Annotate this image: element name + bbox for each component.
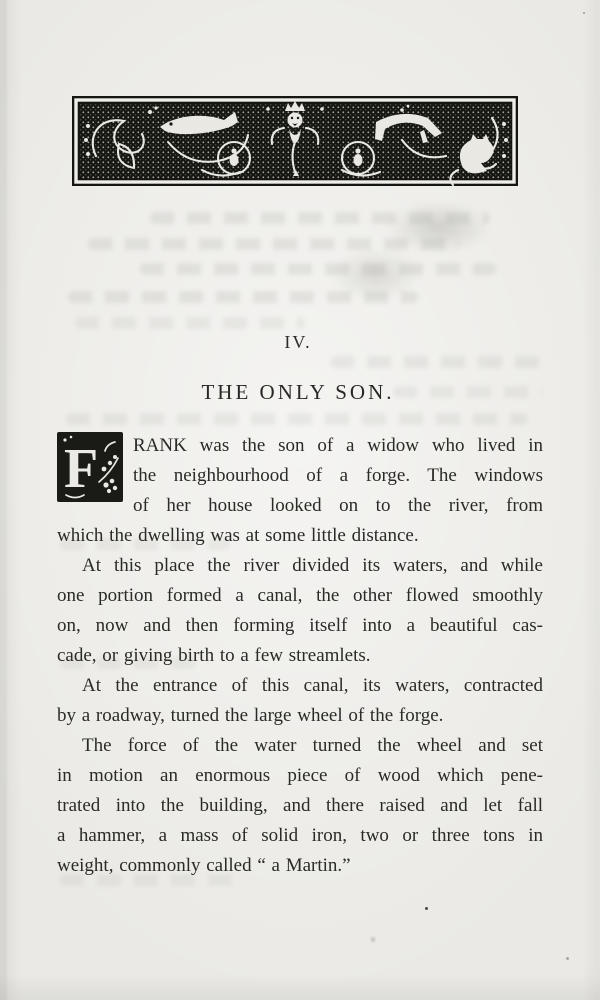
show-through-line [66,413,528,425]
text-line: in motion an enormous piece of wood which pene- [57,765,543,786]
text-line: At the entrance of this canal, its waters, contracted [82,675,543,696]
body-text [57,431,543,881]
text-line: At this place the river divided its waters, and while [82,555,543,576]
text-line: the neighbourhood of a forge. The windows [133,465,543,486]
text-line: The force of the water turned the wheel and set [82,735,543,756]
text-line: of her house looked on to the river, from [133,495,543,516]
chapter-number: IV. [284,332,312,352]
drop-cap-letter: F [64,438,99,500]
page-title: THE ONLY SON. [201,380,395,404]
paper-stain [318,192,486,317]
text-line: RANK was the son of a widow who lived in [133,435,543,456]
text-line: cade, or giving birth to a few streamlets. [57,645,371,666]
text-line: weight, commonly called “ a Martin.” [57,855,351,876]
text-line: one portion formed a canal, the other flowed smoothly [57,585,543,606]
chapter-head-ornament-icon [72,96,518,186]
text-line: a hammer, a mass of solid iron, two or three tons in [57,825,543,846]
show-through-line [330,356,542,368]
text-line: which the dwelling was at some little distance. [57,525,419,546]
text-line: by a roadway, turned the large wheel of the forge. [57,705,444,726]
text-line: on, now and then forming itself into a beautiful cas- [57,615,543,636]
drop-cap-initial [57,432,123,502]
show-through-line [75,317,305,329]
paper-speck [425,907,428,910]
paper-speck [583,12,585,14]
paper-speck [566,957,569,960]
paper-speck [371,937,375,942]
text-line: trated into the building, and there raised and let fall [57,795,543,816]
